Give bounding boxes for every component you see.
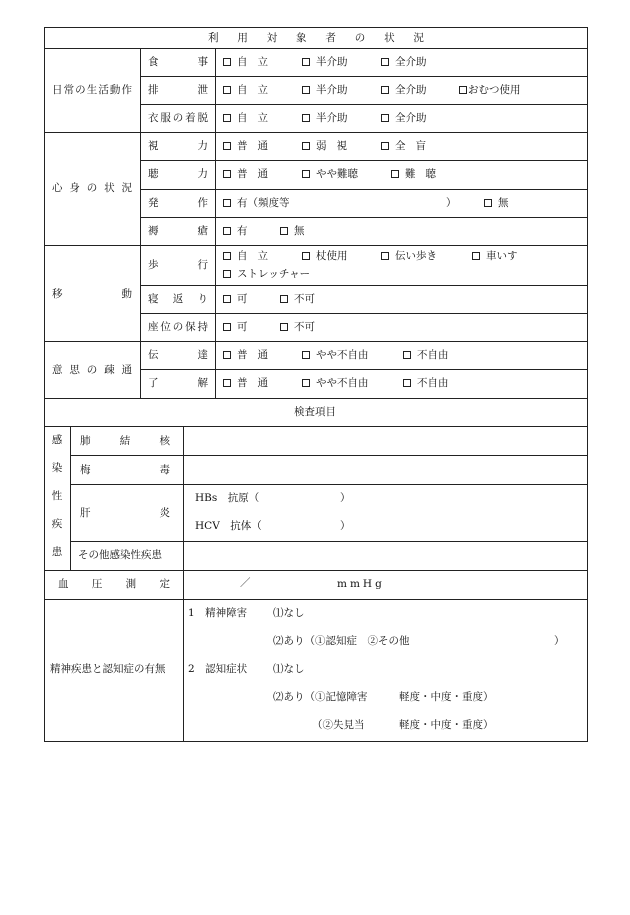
rule [215,48,216,398]
label-char: 常 [63,84,75,96]
option-dressing-full[interactable] [381,112,427,124]
option-vision-blind[interactable] [381,140,436,152]
checkbox[interactable] [302,170,310,178]
label-char: 移 [52,288,63,300]
mental-item2-disorientation-degree: 軽度・中度・重度） [399,719,494,731]
label-char: の [86,364,98,376]
label-char: 用 [237,32,248,44]
option-roll-cannot[interactable] [280,293,315,305]
option-walk-holding[interactable] [381,250,437,262]
label-char: 通 [121,364,132,376]
rule [70,541,588,542]
label-char: 事 [197,56,208,68]
rule [70,484,588,485]
checkbox[interactable] [302,252,310,260]
checkbox[interactable] [280,295,288,303]
label-char: 力 [197,140,208,152]
mental-item2-disorientation: （②失見当 [312,719,365,731]
checkbox[interactable] [302,114,310,122]
checkbox[interactable] [381,58,389,66]
option-understand-slight[interactable] [302,377,369,389]
label-char: 脱 [197,112,208,124]
label-char: 炎 [159,507,170,519]
label-char: 状 [104,182,115,194]
label-char: 位 [160,321,171,333]
checkbox[interactable] [223,170,231,178]
label-char: 食 [148,56,159,68]
row-label-bedsore [148,225,208,237]
mental-item1-yes: ⑵あり（①認知症 ②その他 [273,635,410,647]
rule [140,160,588,161]
checkbox[interactable] [223,58,231,66]
mental-item1-none: ⑴なし [273,607,305,619]
option-label: 無 [498,197,509,209]
option-label: 可 [237,321,248,333]
row-label-tb [80,435,170,447]
option-sit-can[interactable] [223,321,248,333]
option-label: 普通 [237,140,278,152]
row-label-bp [58,578,170,590]
option-toilet-independent[interactable] [223,84,278,96]
row-label-seizure [148,197,208,209]
section-label-mind [52,182,132,194]
label-char: 排 [148,84,159,96]
checkbox[interactable] [381,86,389,94]
checkbox[interactable] [459,86,467,94]
rule [44,132,588,133]
option-label: 全介助 [395,56,427,68]
option-label: 全介助 [395,112,427,124]
checkbox[interactable] [302,86,310,94]
rule [70,455,588,456]
option-label: 不自由 [417,377,449,389]
option-convey-impaired[interactable] [403,349,449,361]
infection-char: 染 [51,462,63,474]
option-label: 自立 [237,112,278,124]
row-label-rolling [148,293,208,305]
label-char: 核 [159,435,170,447]
option-convey-normal[interactable] [223,349,278,361]
rule [44,398,588,399]
label-char: 保 [185,321,196,333]
label-char: 結 [119,435,131,447]
label-char: 心 [52,182,63,194]
checkbox[interactable] [302,351,310,359]
mental-item2-none: ⑴なし [273,663,305,675]
label-char: 服 [160,112,171,124]
option-label: 全介助 [395,84,427,96]
option-label: 弱視 [316,140,357,152]
option-label: 半介助 [316,56,348,68]
mental-item2-memory: ⑵あり（①記憶障害 [273,691,368,703]
label-char: 解 [197,377,208,389]
option-seizure-no[interactable] [484,197,509,209]
option-meal-independent[interactable] [223,56,278,68]
checkbox[interactable] [223,323,231,331]
rule [140,285,588,286]
option-label: 普通 [237,168,278,180]
label-char: 者 [325,32,336,44]
option-label: 不自由 [417,349,449,361]
hbs-antigen-label: HBs 抗原（ [195,492,260,504]
option-label: 有 [237,225,248,237]
option-understand-normal[interactable] [223,377,278,389]
option-label: 不可 [294,321,315,333]
option-label: おむつ使用 [468,84,521,96]
option-label: 半介助 [316,84,348,96]
checkbox[interactable] [381,142,389,150]
rule [140,313,588,314]
row-label-mental: 精神疾患と認知症の有無 [50,663,166,675]
option-understand-impaired[interactable] [403,377,449,389]
option-dressing-independent[interactable] [223,112,278,124]
checkbox[interactable] [302,142,310,150]
hbs-close-paren: ） [340,492,351,504]
label-char: 作 [197,197,208,209]
row-label-understand [148,377,208,389]
option-label: 普通 [237,377,278,389]
option-bedsore-no[interactable] [280,225,305,237]
option-label: 可 [237,293,248,305]
label-char: 況 [413,32,424,44]
tb-value-field[interactable] [184,435,587,449]
label-char: 動 [121,288,132,300]
label-char: 毒 [159,464,170,476]
option-seizure-yes[interactable] [223,197,290,209]
option-walk-independent[interactable] [223,250,278,262]
section-label-move [52,288,132,300]
label-char: の [354,32,366,44]
label-char: 思 [69,364,80,376]
label-char: 身 [69,182,80,194]
row-label-syphilis [80,464,170,476]
label-char: 状 [384,32,395,44]
label-char: 行 [197,259,208,271]
checkbox[interactable] [403,379,411,387]
label-char: 梅 [80,464,91,476]
label-char: 伝 [148,349,159,361]
rule [140,104,588,105]
label-char: 泄 [197,84,208,96]
rule [44,599,588,600]
label-char: 生 [86,84,98,96]
option-label: やや不自由 [316,377,369,389]
option-meal-partial[interactable] [302,56,348,68]
option-label: 自立 [237,84,278,96]
rule [70,426,71,570]
label-char: 褥 [148,225,159,237]
hcv-close-paren: ） [340,520,351,532]
section-label-daily [52,84,132,96]
label-char: 肝 [80,507,91,519]
row-label-dressing [148,112,208,124]
row-label-other-infection: その他感染性疾患 [78,549,162,561]
option-label: 無 [294,225,305,237]
checkbox[interactable] [223,351,231,359]
option-label: 有（頻度等 [237,197,290,209]
bp-unit: mmHg [337,578,385,590]
option-sit-cannot[interactable] [280,321,315,333]
rule [140,48,141,398]
label-char: 視 [148,140,159,152]
option-hearing-deaf[interactable] [391,168,446,180]
label-char: 聴 [148,168,159,180]
option-label: やや不自由 [316,349,369,361]
label-char: 疎 [104,364,115,376]
rule [140,76,588,77]
rule [140,217,588,218]
infection-char: 性 [51,490,63,502]
checkbox[interactable] [223,379,231,387]
rule [44,48,588,49]
infection-label [50,434,64,574]
label-char: 寝 [148,293,159,305]
option-label: 自立 [237,250,278,262]
checkbox[interactable] [223,142,231,150]
hcv-antibody-label: HCV 抗体（ [195,520,262,532]
label-char: 利 [208,32,219,44]
row-label-walking [148,259,208,271]
label-char: の [75,84,86,96]
checkbox[interactable] [280,323,288,331]
mental-item2-memory-degree: 軽度・中度・重度） [399,691,494,703]
option-dressing-partial[interactable] [302,112,348,124]
rule [44,426,588,427]
checkbox[interactable] [381,252,389,260]
label-char: の [172,321,184,333]
checkbox[interactable] [223,270,231,278]
checkbox[interactable] [302,58,310,66]
section-label-comm [52,364,132,376]
row-label-convey [148,349,208,361]
label-char: 測 [125,578,137,590]
row-label-sitting [148,321,208,333]
label-char: り [197,293,208,305]
label-char: 衣 [148,112,159,124]
option-vision-normal[interactable] [223,140,278,152]
checkbox[interactable] [223,114,231,122]
checkbox[interactable] [280,227,288,235]
checkbox[interactable] [381,114,389,122]
rule [44,570,588,571]
label-char: 達 [197,349,208,361]
infection-char: 患 [51,546,63,558]
checkbox[interactable] [391,170,399,178]
row-label-hepatitis [80,507,170,519]
mental-item2: 2 認知症状 [188,663,248,675]
option-walk-stretcher[interactable] [223,268,310,280]
option-hearing-normal[interactable] [223,168,278,180]
checkbox[interactable] [223,252,231,260]
option-label: 杖使用 [316,250,348,262]
rule [140,189,588,190]
option-hearing-slight[interactable] [302,168,358,180]
option-label: 半介助 [316,112,348,124]
label-char: 日 [52,84,63,96]
checkbox[interactable] [223,199,231,207]
label-char: 活 [98,84,109,96]
label-char: 肺 [80,435,91,447]
label-char: 動 [109,84,121,96]
row-label-hearing [148,168,208,180]
bp-slash: ／ [240,577,251,589]
seizure-close-paren: ） [446,197,457,209]
option-label: 難聴 [405,168,446,180]
label-char: 着 [185,112,196,124]
label-char: 況 [121,182,132,194]
option-label: 不可 [294,293,315,305]
label-char: 象 [296,32,307,44]
option-toilet-full[interactable] [381,84,427,96]
infection-char: 疾 [51,518,63,530]
option-toilet-diaper[interactable] [459,84,521,96]
option-label: やや難聴 [316,168,358,180]
label-char: 血 [58,578,69,590]
row-label-meal [148,56,208,68]
label-char: 発 [148,197,159,209]
option-toilet-partial[interactable] [302,84,348,96]
checkbox[interactable] [484,199,492,207]
option-label: 普通 [237,349,278,361]
label-char: 持 [197,321,208,333]
syphilis-value-field[interactable] [184,464,587,478]
checkbox[interactable] [472,252,480,260]
checkbox[interactable] [223,86,231,94]
label-char: 座 [148,321,159,333]
checkbox[interactable] [403,351,411,359]
mental-item1-close: ） [554,635,565,647]
option-bedsore-yes[interactable] [223,225,248,237]
other-infection-field[interactable] [184,549,587,563]
checkbox[interactable] [223,227,231,235]
option-label: ストレッチャー [237,268,311,280]
row-label-vision [148,140,208,152]
row-label-toilet [148,84,208,96]
option-walk-cane[interactable] [302,250,348,262]
label-char: 瘡 [197,225,208,237]
rule [140,369,588,370]
label-char: 力 [197,168,208,180]
option-vision-weak[interactable] [302,140,357,152]
checkbox[interactable] [223,295,231,303]
mental-item1: 1 精神障害 [188,607,248,619]
label-char: 意 [52,364,63,376]
label-char: 定 [159,578,170,590]
label-char: 了 [148,377,159,389]
checkbox[interactable] [302,379,310,387]
label-char: 返 [172,293,184,305]
label-char: 対 [266,32,278,44]
label-char: 圧 [91,578,103,590]
label-char: の [172,112,184,124]
infection-char: 感 [51,434,63,446]
form-title [208,32,424,44]
rule [44,341,588,342]
option-convey-slight[interactable] [302,349,369,361]
label-char: 作 [121,84,132,96]
option-label: 伝い歩き [395,250,437,262]
label-char: 歩 [148,259,159,271]
option-label: 自立 [237,56,278,68]
option-label: 車いす [486,250,518,262]
option-roll-can[interactable] [223,293,248,305]
option-label: 全盲 [395,140,436,152]
exam-title: 検査項目 [294,406,336,418]
rule [44,245,588,246]
option-meal-full[interactable] [381,56,427,68]
label-char: の [86,182,98,194]
option-walk-wheelchair[interactable] [472,250,518,262]
